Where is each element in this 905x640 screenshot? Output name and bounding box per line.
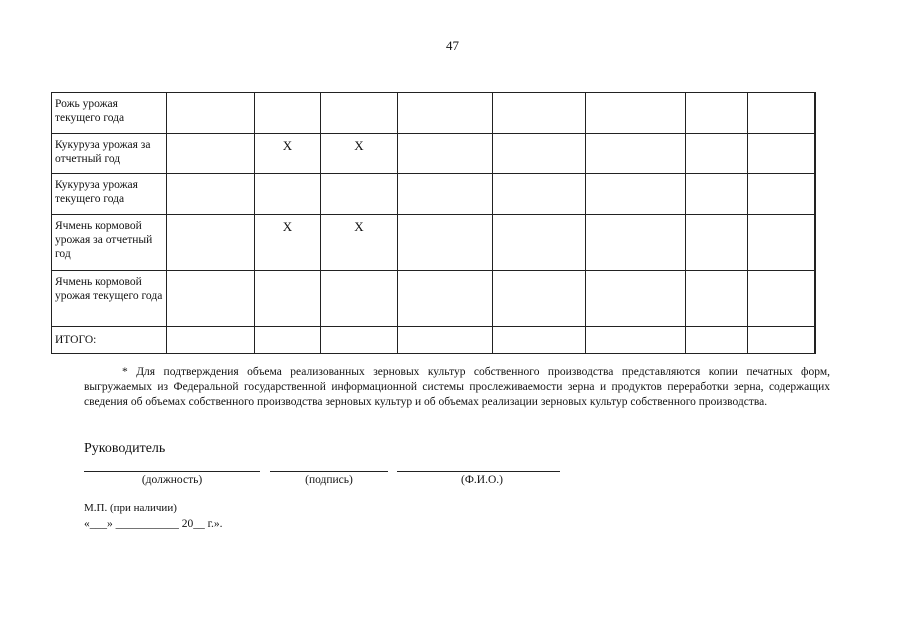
- empty-cell: [748, 174, 815, 215]
- empty-cell: [586, 174, 686, 215]
- manager-title: Руководитель: [84, 441, 166, 456]
- table-row: [52, 134, 816, 174]
- empty-cell: [255, 93, 321, 134]
- cross-mark-cell: X: [255, 134, 321, 174]
- stamp-note: М.П. (при наличии): [84, 502, 177, 514]
- empty-cell: [493, 271, 586, 327]
- row-label: Ячмень кормовой урожая за отчетный год: [52, 215, 167, 271]
- empty-cell: [398, 327, 493, 354]
- empty-cell: [398, 174, 493, 215]
- empty-cell: [586, 134, 686, 174]
- empty-cell: [493, 134, 586, 174]
- empty-cell: [321, 174, 398, 215]
- empty-cell: [815, 327, 816, 354]
- empty-cell: [815, 215, 816, 271]
- empty-cell: [398, 215, 493, 271]
- empty-cell: [167, 174, 255, 215]
- empty-cell: [493, 215, 586, 271]
- empty-cell: [398, 271, 493, 327]
- row-label: Рожь урожая текущего года: [52, 93, 167, 134]
- empty-cell: [748, 215, 815, 271]
- row-label: ИТОГО:: [52, 327, 167, 354]
- empty-cell: [493, 174, 586, 215]
- empty-cell: [686, 174, 748, 215]
- empty-cell: [493, 327, 586, 354]
- empty-cell: [748, 327, 815, 354]
- empty-cell: [686, 93, 748, 134]
- empty-cell: [255, 327, 321, 354]
- empty-cell: [686, 215, 748, 271]
- empty-cell: [815, 271, 816, 327]
- empty-cell: [321, 93, 398, 134]
- empty-cell: [167, 271, 255, 327]
- empty-cell: [815, 134, 816, 174]
- table-row: [52, 271, 816, 327]
- empty-cell: [815, 93, 816, 134]
- table-row: [52, 174, 816, 215]
- signature-line: [270, 471, 388, 472]
- empty-cell: [167, 215, 255, 271]
- position-caption: (должность): [141, 474, 203, 486]
- empty-cell: [493, 93, 586, 134]
- name-line: [397, 471, 560, 472]
- empty-cell: [686, 327, 748, 354]
- empty-cell: [586, 327, 686, 354]
- table-row: [52, 93, 816, 134]
- empty-cell: [686, 271, 748, 327]
- empty-cell: [686, 134, 748, 174]
- cross-mark-cell: X: [321, 215, 398, 271]
- name-caption: (Ф.И.О.): [461, 474, 503, 486]
- empty-cell: [167, 93, 255, 134]
- footnote: * Для подтверждения объема реализованных зерновых культур собственного производства представляются копии печатных форм, выгружаемых из Федеральной государственной информационной системы прослеживаемости зерна и продуктов переработки зерна, содержащих сведения об объемах собственного производства зерновых культур и об объемах реализации зерновых культур собственного производства.: [84, 366, 830, 408]
- empty-cell: [586, 271, 686, 327]
- position-line: [84, 471, 260, 472]
- grain-table: [51, 92, 816, 354]
- page-number: 47: [446, 38, 459, 53]
- date-line: «___» ___________ 20__ г.».: [84, 518, 223, 530]
- empty-cell: [167, 327, 255, 354]
- table-row: [52, 215, 816, 271]
- signature-caption: (подпись): [305, 474, 353, 486]
- empty-cell: [586, 93, 686, 134]
- empty-cell: [398, 134, 493, 174]
- empty-cell: [167, 134, 255, 174]
- empty-cell: [255, 271, 321, 327]
- empty-cell: [255, 174, 321, 215]
- cross-mark-cell: X: [255, 215, 321, 271]
- empty-cell: [815, 174, 816, 215]
- empty-cell: [748, 134, 815, 174]
- row-label: Кукуруза урожая текущего года: [52, 174, 167, 215]
- empty-cell: [586, 215, 686, 271]
- empty-cell: [748, 93, 815, 134]
- empty-cell: [748, 271, 815, 327]
- row-label: Ячмень кормовой урожая текущего года: [52, 271, 167, 327]
- empty-cell: [398, 93, 493, 134]
- row-label: Кукуруза урожая за отчетный год: [52, 134, 167, 174]
- cross-mark-cell: X: [321, 134, 398, 174]
- empty-cell: [321, 271, 398, 327]
- table-row: [52, 327, 816, 354]
- empty-cell: [321, 327, 398, 354]
